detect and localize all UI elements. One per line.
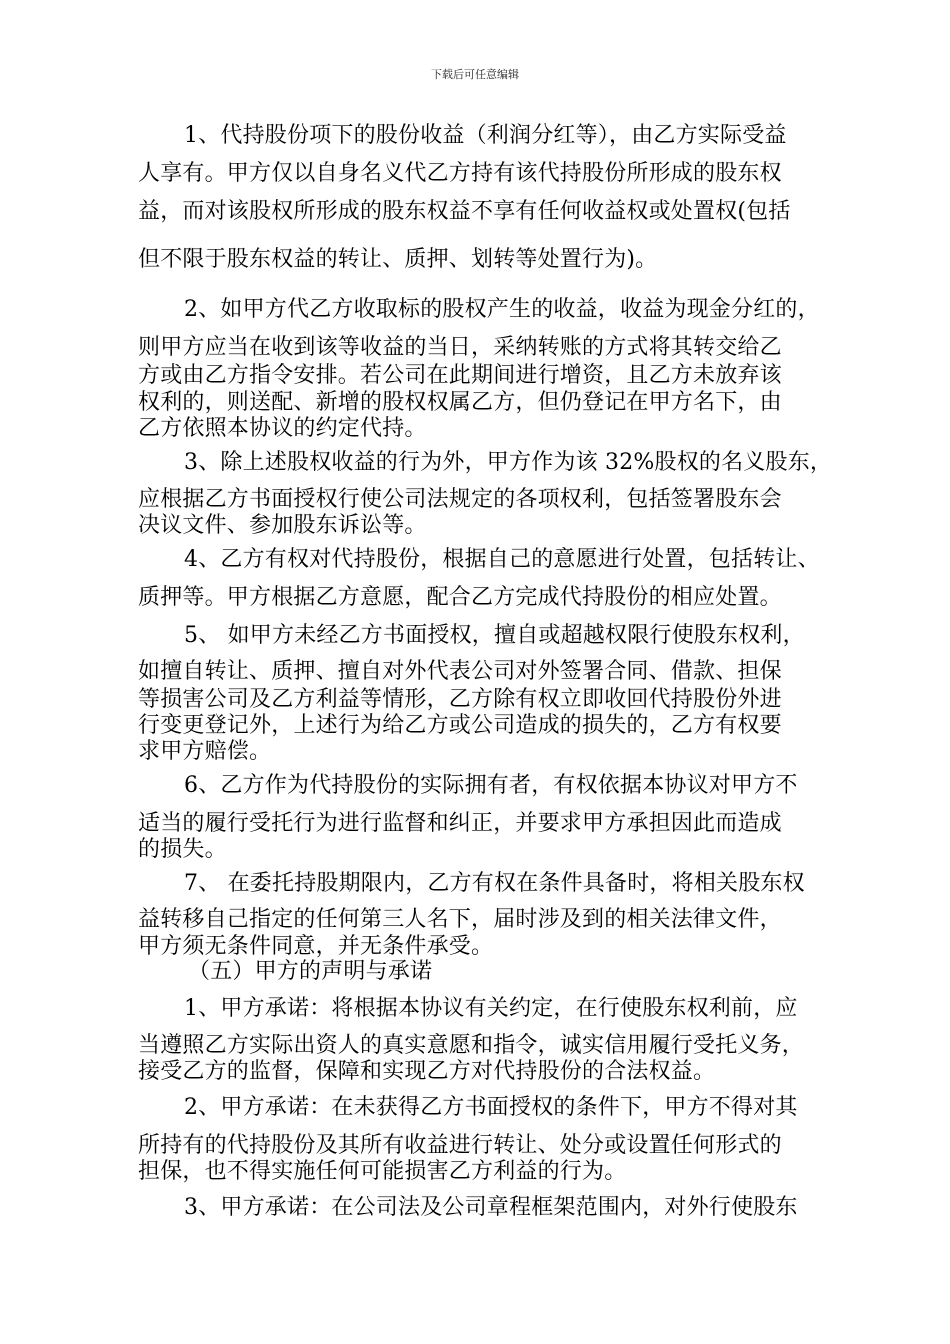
paragraph-line: 则甲方应当在收到该等收益的当日，采纳转账的方式将其转交给乙 bbox=[138, 335, 782, 360]
paragraph-line: 3、甲方承诺：在公司法及公司章程框架范围内，对外行使股东 bbox=[184, 1195, 798, 1220]
paragraph-line: 的损失。 bbox=[138, 837, 227, 862]
section-heading: （五）甲方的声明与承诺 bbox=[188, 959, 433, 984]
page-header: 下载后可任意编辑 bbox=[431, 68, 519, 81]
paragraph-line: 权利的，则送配、新增的股权权属乙方，但仍登记在甲方名下，由 bbox=[138, 390, 782, 415]
paragraph-line: 7、 在委托持股期限内，乙方有权在条件具备时，将相关股东权 bbox=[184, 871, 805, 896]
paragraph-line: 1、甲方承诺：将根据本协议有关约定，在行使股东权利前，应 bbox=[184, 996, 798, 1021]
paragraph-line: 益转移自己指定的任何第三人名下，届时涉及到的相关法律文件， bbox=[138, 907, 782, 932]
paragraph-line: 适当的履行受托行为进行监督和纠正，并要求甲方承担因此而造成 bbox=[138, 811, 782, 836]
paragraph-line: 应根据乙方书面授权行使公司法规定的各项权利，包括签署股东会 bbox=[138, 487, 782, 512]
paragraph-line: 接受乙方的监督，保障和实现乙方对代持股份的合法权益。 bbox=[138, 1059, 716, 1084]
paragraph-line: 1、代持股份项下的股份收益（利润分红等），由乙方实际受益 bbox=[184, 123, 787, 148]
paragraph-line: 6、乙方作为代持股份的实际拥有者，有权依据本协议对甲方不 bbox=[184, 773, 798, 798]
paragraph-line: 如擅自转让、质押、擅自对外代表公司对外签署合同、借款、担保 bbox=[138, 659, 782, 684]
paragraph-line: 4、乙方有权对代持股份，根据自己的意愿进行处置，包括转让、 bbox=[184, 547, 820, 572]
paragraph-line: 决议文件、参加股东诉讼等。 bbox=[138, 513, 427, 538]
paragraph-line: 益，而对该股权所形成的股东权益不享有任何收益权或处置权(包括 bbox=[138, 199, 791, 224]
paragraph-line: 但不限于股东权益的转让、质押、划转等处置行为)。 bbox=[138, 247, 658, 272]
paragraph-line: 质押等。甲方根据乙方意愿，配合乙方完成代持股份的相应处置。 bbox=[138, 585, 782, 610]
paragraph-line: 2、如甲方代乙方收取标的股权产生的收益，收益为现金分红的， bbox=[184, 297, 820, 322]
paragraph-line: 乙方依照本协议的约定代持。 bbox=[138, 416, 427, 441]
paragraph-line: 等损害公司及乙方利益等情形，乙方除有权立即收回代持股份外进 bbox=[138, 687, 782, 712]
paragraph-line: 担保，也不得实施任何可能损害乙方利益的行为。 bbox=[138, 1159, 627, 1184]
paragraph-line: 求甲方赔偿。 bbox=[138, 739, 272, 764]
paragraph-line: 所持有的代持股份及其所有收益进行转让、处分或设置任何形式的 bbox=[138, 1133, 782, 1158]
paragraph-line: 5、 如甲方未经乙方书面授权，擅自或超越权限行使股东权利， bbox=[184, 623, 805, 648]
paragraph-line: 当遵照乙方实际出资人的真实意愿和指令，诚实信用履行受托义务， bbox=[138, 1033, 805, 1058]
paragraph-line: 3、除上述股权收益的行为外，甲方作为该 32%股权的名义股东， bbox=[184, 450, 833, 475]
paragraph-line: 方或由乙方指令安排。若公司在此期间进行增资，且乙方未放弃该 bbox=[138, 363, 782, 388]
paragraph-line: 甲方须无条件同意，并无条件承受。 bbox=[138, 934, 494, 959]
paragraph-line: 行变更登记外，上述行为给乙方或公司造成的损失的，乙方有权要 bbox=[138, 713, 782, 738]
paragraph-line: 人享有。甲方仅以自身名义代乙方持有该代持股份所形成的股东权 bbox=[138, 161, 782, 186]
paragraph-line: 2、甲方承诺：在未获得乙方书面授权的条件下，甲方不得对其 bbox=[184, 1095, 798, 1120]
